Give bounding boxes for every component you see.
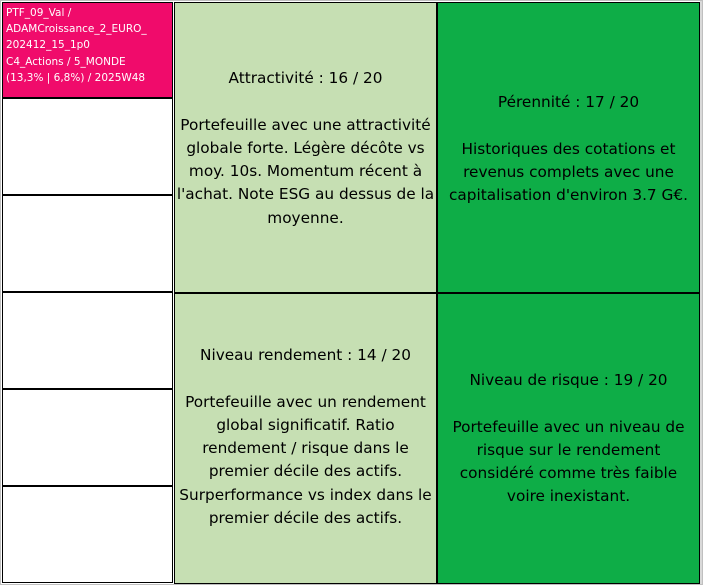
perennite-line: Historiques des cotations et bbox=[461, 139, 676, 158]
attractivite-line: globale forte. Légère décôte vs bbox=[186, 138, 425, 157]
attractivite-line: Portefeuille avec une attractivité bbox=[180, 115, 431, 134]
attractivite-line: l'achat. Note ESG au dessus de la bbox=[176, 185, 435, 204]
risque-cell bbox=[437, 293, 700, 584]
risque-content bbox=[438, 369, 699, 509]
risque-line: Portefeuille avec un niveau de bbox=[452, 417, 685, 436]
rendement-line: Portefeuille avec un rendement bbox=[185, 392, 426, 411]
attractivite-cell bbox=[174, 2, 437, 293]
edge-shade bbox=[700, 1, 702, 584]
perennite-line: capitalisation d'environ 3.7 G€. bbox=[449, 186, 688, 205]
empty-cell bbox=[2, 292, 173, 389]
empty-cell bbox=[2, 98, 173, 195]
rendement-title: Niveau rendement : 14 / 20 bbox=[200, 346, 411, 364]
risque-title: Niveau de risque : 19 / 20 bbox=[469, 371, 668, 389]
attractivite-content bbox=[175, 67, 436, 230]
perennite-content bbox=[438, 91, 699, 207]
portfolio-label-cell bbox=[2, 2, 173, 98]
rendement-line: rendement / risque dans le bbox=[202, 439, 409, 458]
risque-line: voire inexistant. bbox=[506, 487, 631, 506]
attractivite-line: moy. 10s. Momentum récent à bbox=[188, 162, 423, 181]
perennite-line: revenus complets avec une bbox=[463, 162, 674, 181]
rendement-line: premier décile des actifs. bbox=[208, 462, 403, 481]
portfolio-label-line: (13,3% | 6,8%) / 2025W48 bbox=[6, 71, 146, 84]
rendement-line: premier décile des actifs. bbox=[208, 509, 403, 528]
rendement-line: Surperformance vs index dans le bbox=[179, 485, 432, 504]
rendement-content bbox=[175, 344, 436, 530]
attractivite-line: moyenne. bbox=[267, 208, 344, 227]
portfolio-label-line: C4_Actions / 5_MONDE bbox=[6, 55, 126, 68]
portfolio-label-line: PTF_09_Val / bbox=[6, 7, 72, 19]
risque-line: risque sur le rendement bbox=[476, 440, 661, 459]
rendement-cell bbox=[174, 293, 437, 584]
portfolio-label-line: 202412_15_1p0 bbox=[6, 39, 90, 52]
empty-cell bbox=[2, 486, 173, 583]
rendement-line: global significatif. Ratio bbox=[216, 415, 395, 434]
empty-cell bbox=[2, 195, 173, 292]
attractivite-title: Attractivité : 16 / 20 bbox=[228, 69, 383, 87]
empty-cell bbox=[2, 389, 173, 486]
portfolio-label-line: ADAMCroissance_2_EURO_ bbox=[6, 23, 147, 36]
risque-line: considéré comme très faible bbox=[459, 464, 678, 483]
perennite-cell bbox=[437, 2, 700, 293]
perennite-title: Pérennité : 17 / 20 bbox=[497, 93, 640, 111]
